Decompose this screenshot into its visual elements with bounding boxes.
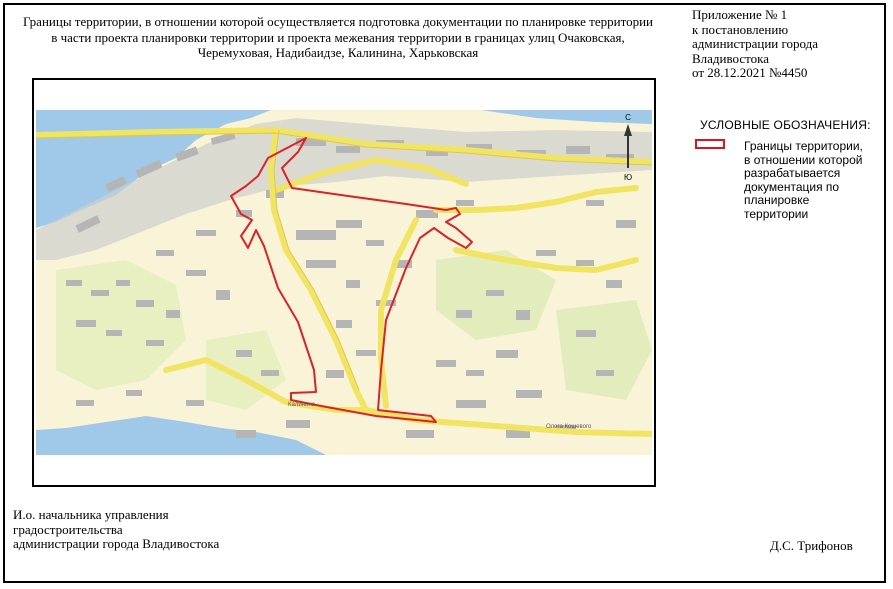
map-frame (32, 78, 656, 487)
legend-line: документация по (744, 179, 840, 194)
title-line: в части проекта планировки территории и проекта межевания территории в границах улиц Очаковская, (51, 29, 625, 45)
street-label: Калинина (288, 402, 315, 408)
legend-line: территории (744, 206, 809, 221)
south-label: Ю (623, 173, 633, 182)
document-title (6, 14, 670, 61)
appendix-line: от 28.12.2021 №4450 (692, 65, 808, 81)
legend-line: разрабатывается (744, 166, 841, 180)
appendix-line: к постановлению (692, 21, 789, 37)
signer-position (13, 508, 273, 552)
appendix-line: администрации города (692, 36, 819, 52)
legend-line: планировке (744, 193, 810, 207)
legend-line: Границы территории, (744, 139, 863, 153)
street-label: Олега Кошевого (546, 424, 592, 430)
title-line: Черемуховая, Надибаидзе, Калинина, Харьковская (197, 45, 479, 60)
signer-name: Д.С. Трифонов (770, 538, 853, 553)
appendix-line: Приложение № 1 (692, 7, 788, 22)
title-line: Границы территории, в отношении которой осуществляется подготовка документации по планировке территории (22, 14, 654, 29)
city-map (36, 110, 652, 455)
position-line: И.о. начальника управления (13, 507, 169, 522)
legend-label (744, 140, 884, 221)
appendix-block (692, 8, 872, 81)
legend-title: УСЛОВНЫЕ ОБОЗНАЧЕНИЯ: (700, 118, 871, 132)
legend-line: в отношении которой (744, 152, 863, 167)
boundary-legend-swatch (695, 139, 725, 149)
position-line: администрации города Владивостока (13, 536, 220, 552)
appendix-line: Владивостока (692, 50, 770, 66)
north-label: С (625, 113, 631, 122)
position-line: градостроительства (13, 521, 123, 537)
